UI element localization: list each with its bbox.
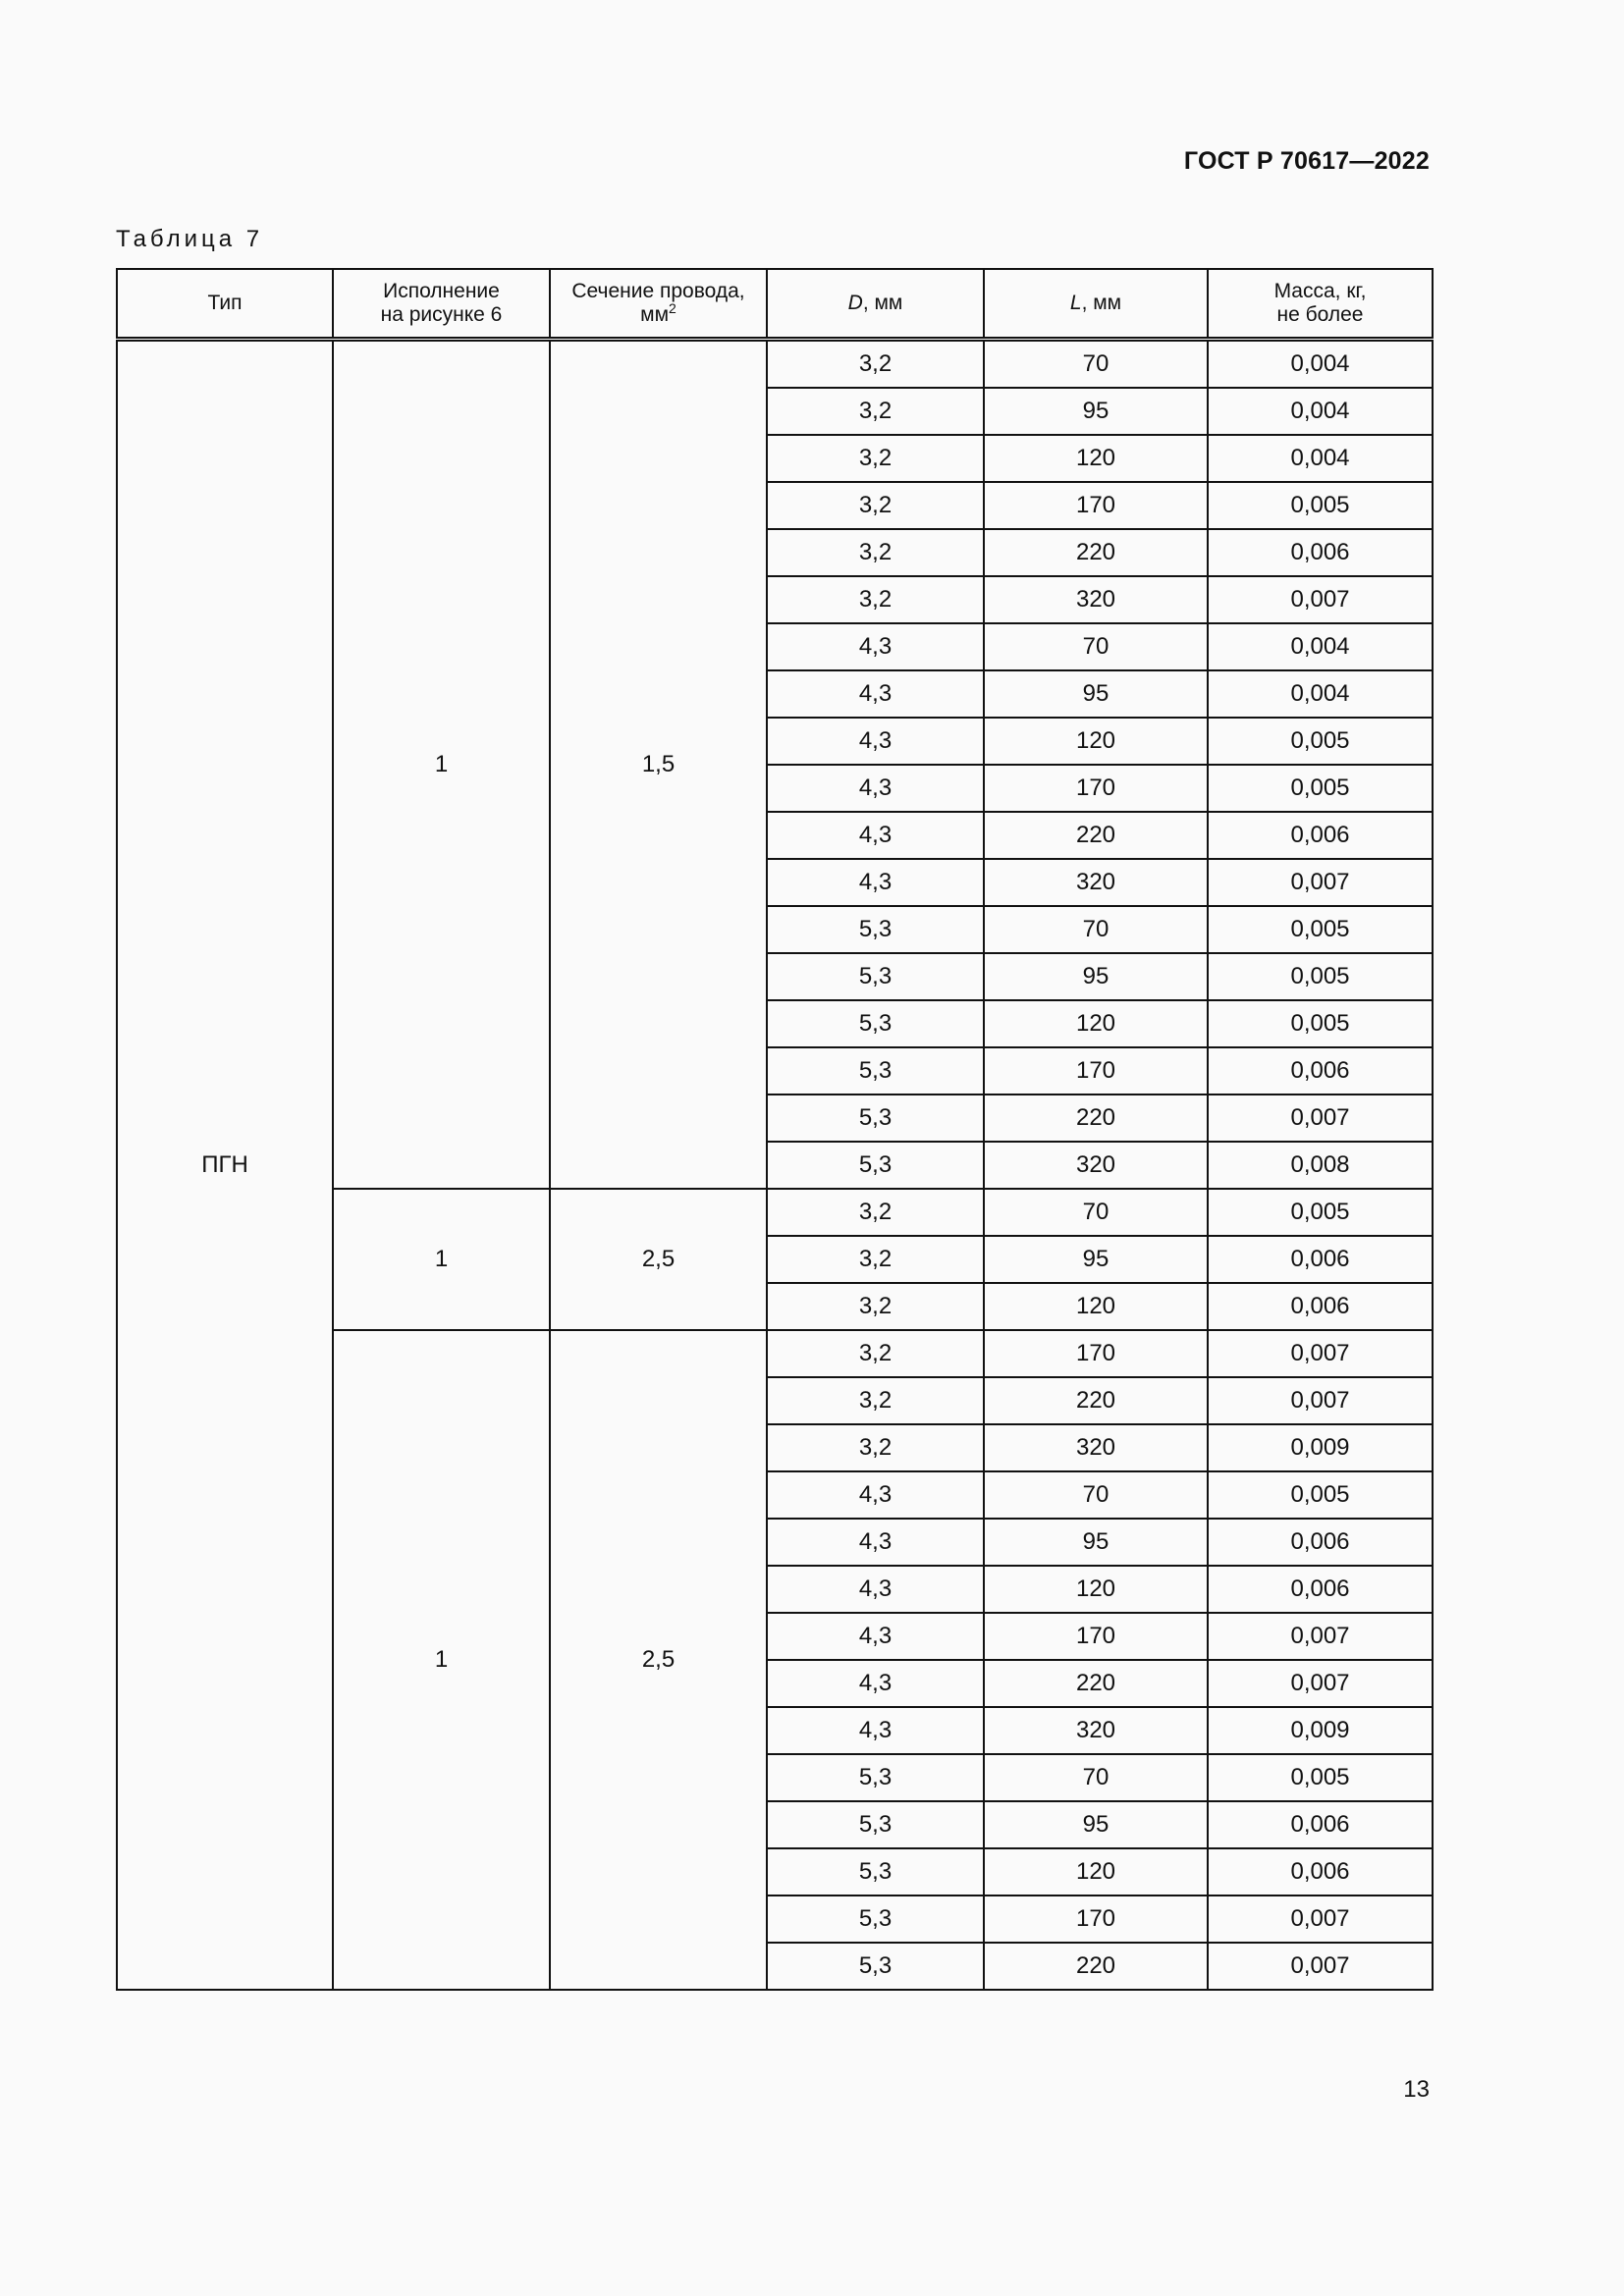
- cell-l: 70: [984, 1754, 1208, 1801]
- cell-l: 70: [984, 906, 1208, 953]
- cell-mass: 0,005: [1208, 718, 1433, 765]
- cell-d: 5,3: [767, 1754, 984, 1801]
- col-mass-header: Масса, кг, не более: [1208, 269, 1433, 340]
- cell-l: 220: [984, 529, 1208, 576]
- cell-l: 220: [984, 1095, 1208, 1142]
- cell-d: 5,3: [767, 1896, 984, 1943]
- cell-mass: 0,006: [1208, 1566, 1433, 1613]
- cell-mass: 0,008: [1208, 1142, 1433, 1189]
- cell-d: 4,3: [767, 1519, 984, 1566]
- cell-l: 220: [984, 1660, 1208, 1707]
- cell-l: 220: [984, 812, 1208, 859]
- cell-d: 3,2: [767, 1424, 984, 1471]
- cell-l: 95: [984, 1519, 1208, 1566]
- cell-mass: 0,005: [1208, 1000, 1433, 1047]
- cell-mass: 0,007: [1208, 576, 1433, 623]
- cell-mass: 0,007: [1208, 1330, 1433, 1377]
- cell-l: 95: [984, 953, 1208, 1000]
- cell-mass: 0,007: [1208, 1896, 1433, 1943]
- cell-mass: 0,006: [1208, 1236, 1433, 1283]
- cell-d: 4,3: [767, 1613, 984, 1660]
- cell-l: 320: [984, 576, 1208, 623]
- col-d-header: D, мм: [767, 269, 984, 340]
- cell-mass: 0,009: [1208, 1707, 1433, 1754]
- cell-d: 4,3: [767, 623, 984, 670]
- cell-d: 3,2: [767, 1189, 984, 1236]
- cell-d: 3,2: [767, 1330, 984, 1377]
- cell-mass: 0,005: [1208, 482, 1433, 529]
- cell-l: 120: [984, 1848, 1208, 1896]
- cell-mass: 0,004: [1208, 623, 1433, 670]
- cell-d: 3,2: [767, 1236, 984, 1283]
- cell-d: 4,3: [767, 812, 984, 859]
- cell-mass: 0,005: [1208, 765, 1433, 812]
- cell-d: 5,3: [767, 1943, 984, 1990]
- cell-d: 4,3: [767, 1707, 984, 1754]
- cell-l: 320: [984, 1707, 1208, 1754]
- cell-d: 3,2: [767, 388, 984, 435]
- cell-mass: 0,007: [1208, 1377, 1433, 1424]
- table-header: [117, 269, 1433, 340]
- cell-l: 170: [984, 1613, 1208, 1660]
- cell-d: 4,3: [767, 859, 984, 906]
- cell-mass: 0,006: [1208, 1047, 1433, 1095]
- cell-l: 70: [984, 1189, 1208, 1236]
- cell-mass: 0,007: [1208, 1095, 1433, 1142]
- cell-l: 170: [984, 765, 1208, 812]
- page-number: 13: [1403, 2076, 1430, 2103]
- cell-mass: 0,004: [1208, 340, 1433, 389]
- cell-d: 3,2: [767, 529, 984, 576]
- col-l-header: L, мм: [984, 269, 1208, 340]
- cell-l: 95: [984, 1236, 1208, 1283]
- cell-d: 5,3: [767, 1801, 984, 1848]
- cell-l: 95: [984, 1801, 1208, 1848]
- cell-d: 4,3: [767, 1566, 984, 1613]
- cell-l: 320: [984, 1142, 1208, 1189]
- cell-l: 320: [984, 1424, 1208, 1471]
- cell-mass: 0,006: [1208, 1519, 1433, 1566]
- cell-mass: 0,004: [1208, 670, 1433, 718]
- cell-d: 5,3: [767, 1095, 984, 1142]
- data-table: [116, 268, 1434, 1991]
- cell-l: 120: [984, 1283, 1208, 1330]
- cell-d: 3,2: [767, 340, 984, 389]
- cell-l: 120: [984, 435, 1208, 482]
- col-variant-header: Исполнение на рисунке 6: [333, 269, 550, 340]
- cell-d: 4,3: [767, 1660, 984, 1707]
- cell-mass: 0,006: [1208, 1283, 1433, 1330]
- cell-d: 5,3: [767, 906, 984, 953]
- cell-mass: 0,004: [1208, 388, 1433, 435]
- cell-mass: 0,007: [1208, 1943, 1433, 1990]
- cell-l: 170: [984, 1330, 1208, 1377]
- cell-d: 3,2: [767, 482, 984, 529]
- cell-section: 2,5: [550, 1189, 767, 1330]
- cell-mass: 0,005: [1208, 953, 1433, 1000]
- cell-section: 1,5: [550, 340, 767, 1190]
- cell-mass: 0,004: [1208, 435, 1433, 482]
- cell-l: 70: [984, 340, 1208, 389]
- cell-mass: 0,009: [1208, 1424, 1433, 1471]
- cell-d: 5,3: [767, 1047, 984, 1095]
- cell-section: 2,5: [550, 1330, 767, 1990]
- col-type-header: Тип: [117, 269, 333, 340]
- cell-mass: 0,006: [1208, 1848, 1433, 1896]
- cell-d: 5,3: [767, 1848, 984, 1896]
- cell-l: 170: [984, 1896, 1208, 1943]
- cell-mass: 0,007: [1208, 1613, 1433, 1660]
- cell-d: 5,3: [767, 953, 984, 1000]
- cell-l: 320: [984, 859, 1208, 906]
- cell-mass: 0,006: [1208, 1801, 1433, 1848]
- header-row: [117, 269, 1433, 340]
- cell-mass: 0,007: [1208, 859, 1433, 906]
- cell-d: 4,3: [767, 1471, 984, 1519]
- cell-l: 220: [984, 1943, 1208, 1990]
- cell-d: 5,3: [767, 1142, 984, 1189]
- cell-variant: 1: [333, 1189, 550, 1330]
- cell-l: 95: [984, 388, 1208, 435]
- cell-mass: 0,005: [1208, 906, 1433, 953]
- table-body: [117, 340, 1433, 1991]
- cell-mass: 0,006: [1208, 812, 1433, 859]
- cell-l: 70: [984, 623, 1208, 670]
- cell-d: 3,2: [767, 1377, 984, 1424]
- table-row: [117, 340, 1433, 389]
- cell-d: 4,3: [767, 670, 984, 718]
- cell-d: 5,3: [767, 1000, 984, 1047]
- cell-variant: 1: [333, 1330, 550, 1990]
- cell-l: 120: [984, 718, 1208, 765]
- cell-mass: 0,006: [1208, 529, 1433, 576]
- col-section-header: Сечение провода, $мм^2$: [550, 269, 767, 340]
- cell-mass: 0,005: [1208, 1754, 1433, 1801]
- document-code: ГОСТ Р 70617—2022: [1183, 147, 1430, 175]
- cell-l: 170: [984, 1047, 1208, 1095]
- cell-d: 3,2: [767, 576, 984, 623]
- cell-d: 4,3: [767, 765, 984, 812]
- cell-d: 3,2: [767, 1283, 984, 1330]
- cell-d: 3,2: [767, 435, 984, 482]
- cell-variant: 1: [333, 340, 550, 1190]
- cell-mass: 0,007: [1208, 1660, 1433, 1707]
- cell-type: ПГН: [117, 340, 333, 1991]
- cell-mass: 0,005: [1208, 1471, 1433, 1519]
- cell-l: 120: [984, 1000, 1208, 1047]
- cell-l: 170: [984, 482, 1208, 529]
- cell-l: 120: [984, 1566, 1208, 1613]
- cell-l: 220: [984, 1377, 1208, 1424]
- cell-l: 95: [984, 670, 1208, 718]
- cell-mass: 0,005: [1208, 1189, 1433, 1236]
- cell-d: 4,3: [767, 718, 984, 765]
- cell-l: 70: [984, 1471, 1208, 1519]
- table-caption: Таблица 7: [116, 226, 264, 252]
